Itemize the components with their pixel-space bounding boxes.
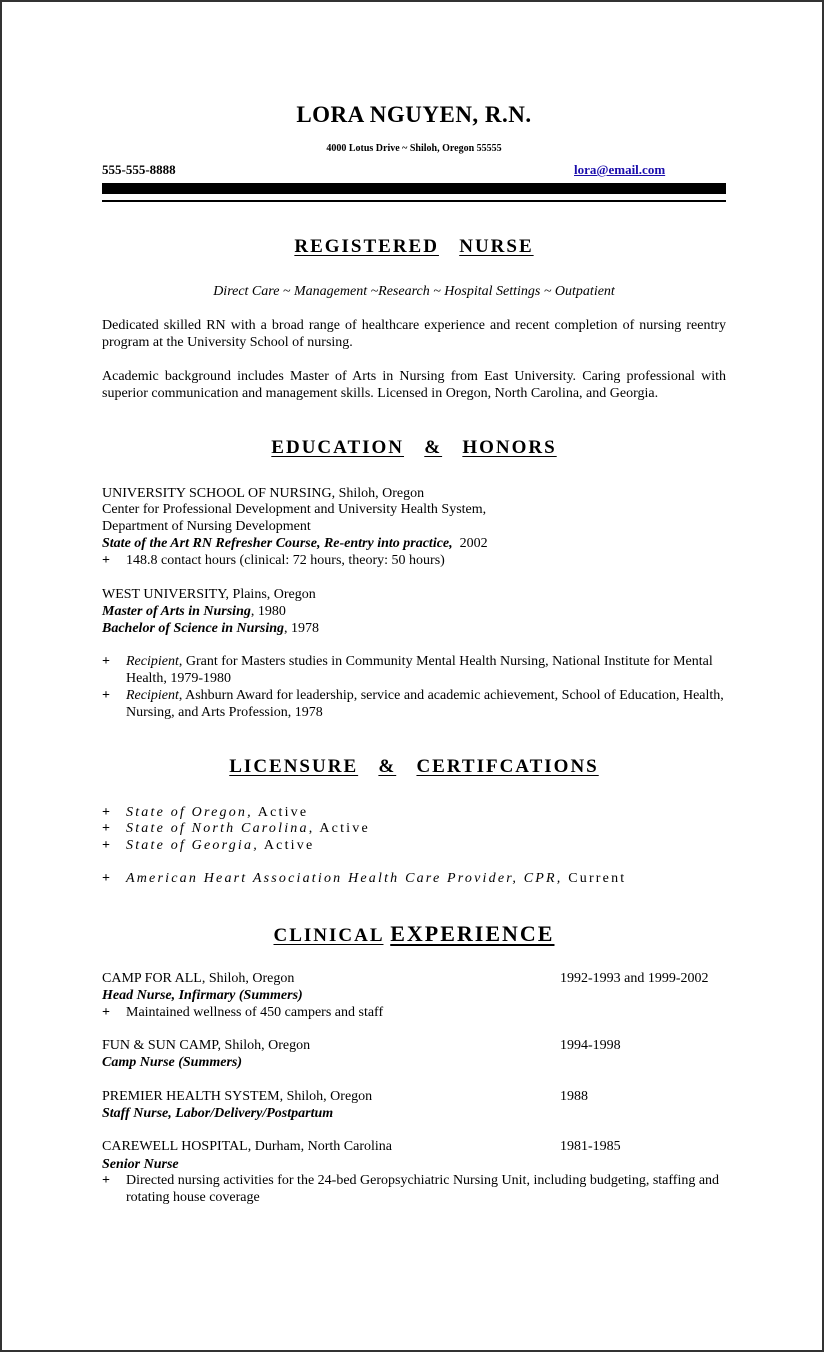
bullet-plus-icon: + bbox=[102, 654, 110, 669]
heading-experience: EXPERIENCE bbox=[390, 921, 555, 946]
school1-bullet: 148.8 contact hours (clinical: 72 hours, theory: 50 hours) bbox=[126, 553, 445, 568]
school1-center: Center for Professional Development and University Health System, bbox=[102, 502, 487, 517]
email-link[interactable]: lora@email.com bbox=[574, 162, 666, 177]
job-employer: CAREWELL HOSPITAL, Durham, North Carolina bbox=[102, 1139, 392, 1154]
bullet-plus-icon: + bbox=[102, 1173, 110, 1188]
bullet-plus-icon: + bbox=[102, 805, 110, 820]
job-dates: 1994-1998 bbox=[560, 1038, 621, 1053]
school2-name: WEST UNIVERSITY, Plains, Oregon bbox=[102, 587, 316, 602]
degree-bachelors-year: , 1978 bbox=[284, 621, 320, 636]
license-item: State of Georgia, Active bbox=[126, 838, 315, 853]
honor-item: Recipient, Ashburn Award for leadership, service and academic achievement, School of Education, Health, Nursing, and Arts Profession, 1978 bbox=[126, 688, 724, 720]
phone-number: 555-555-8888 bbox=[102, 162, 176, 177]
address: 4000 Lotus Drive ~ Shiloh, Oregon 55555 bbox=[326, 143, 502, 154]
school1-course bbox=[102, 535, 488, 552]
bullet-plus-icon: + bbox=[102, 1005, 110, 1020]
bullet-plus-icon: + bbox=[102, 821, 110, 836]
course-year: 2002 bbox=[459, 536, 488, 551]
heading-clinical: CLINICAL bbox=[273, 925, 384, 946]
job-employer: FUN & SUN CAMP, Shiloh, Oregon bbox=[102, 1038, 311, 1053]
license-item: State of North Carolina, Active bbox=[126, 821, 370, 836]
job-bullet: Maintained wellness of 450 campers and staff bbox=[126, 1005, 384, 1020]
heading-licensure: LICENSURE bbox=[229, 756, 359, 777]
degree-masters-year: , 1980 bbox=[250, 604, 286, 619]
heading-ampersand: & bbox=[378, 756, 397, 777]
heading-ampersand: & bbox=[424, 437, 443, 458]
job-title: Senior Nurse bbox=[102, 1157, 179, 1172]
school1-name: UNIVERSITY SCHOOL OF NURSING, Shiloh, Oregon bbox=[102, 486, 425, 501]
degree-bachelors-title: Bachelor of Science in Nursing bbox=[102, 621, 285, 636]
title-word-registered: REGISTERED bbox=[294, 236, 439, 257]
header-divider-thick bbox=[102, 183, 726, 194]
job-bullet: Directed nursing activities for the 24-bed Geropsychiatric Nursing Unit, including budgeting, staffing and rotating house coverage bbox=[126, 1173, 720, 1205]
job-title: Staff Nurse, Labor/Delivery/Postpartum bbox=[102, 1106, 334, 1121]
degree-bachelors bbox=[102, 620, 319, 637]
summary-paragraph-2: Academic background includes Master of Arts in Nursing from East University. Caring professional with superior communication and management skills. Licensed in Oregon, North Carolina, and Georgia. bbox=[102, 369, 726, 401]
job-employer: PREMIER HEALTH SYSTEM, Shiloh, Oregon bbox=[102, 1089, 373, 1104]
section-heading-education bbox=[2, 437, 824, 459]
candidate-name: LORA NGUYEN, R.N. bbox=[296, 102, 532, 127]
job-title: Head Nurse, Infirmary (Summers) bbox=[102, 988, 303, 1003]
degree-masters-title: Master of Arts in Nursing bbox=[102, 604, 251, 619]
bullet-plus-icon: + bbox=[102, 838, 110, 853]
job-title: Camp Nurse (Summers) bbox=[102, 1055, 243, 1070]
certification-item: American Heart Association Health Care Provider, CPR, Current bbox=[126, 871, 627, 886]
header-divider-thin bbox=[102, 200, 726, 202]
heading-education: EDUCATION bbox=[271, 437, 405, 458]
tagline: Direct Care ~ Management ~Research ~ Hospital Settings ~ Outpatient bbox=[213, 284, 615, 299]
job-employer: CAMP FOR ALL, Shiloh, Oregon bbox=[102, 971, 295, 986]
bullet-plus-icon: + bbox=[102, 688, 110, 703]
section-heading-licensure bbox=[2, 756, 824, 778]
degree-masters bbox=[102, 603, 286, 620]
school1-department: Department of Nursing Development bbox=[102, 519, 311, 534]
job-dates: 1988 bbox=[560, 1089, 588, 1104]
title-word-nurse: NURSE bbox=[459, 236, 534, 257]
heading-certifications: CERTIFCATIONS bbox=[416, 756, 599, 777]
job-dates: 1992-1993 and 1999-2002 bbox=[560, 971, 709, 986]
section-heading-title bbox=[2, 236, 824, 258]
bullet-plus-icon: + bbox=[102, 871, 110, 886]
course-title: State of the Art RN Refresher Course, Re-entry into practice, bbox=[102, 536, 453, 551]
job-dates: 1981-1985 bbox=[560, 1139, 621, 1154]
heading-honors: HONORS bbox=[462, 437, 557, 458]
honor-item: Recipient, Grant for Masters studies in Community Mental Health Nursing, National Institute for Mental Health, 1979-1980 bbox=[126, 654, 713, 686]
section-heading-experience bbox=[2, 921, 824, 947]
license-item: State of Oregon, Active bbox=[126, 805, 309, 820]
summary-paragraph-1: Dedicated skilled RN with a broad range of healthcare experience and recent completion of nursing reentry program at the University School of nursing. bbox=[102, 318, 726, 350]
bullet-plus-icon: + bbox=[102, 553, 110, 568]
